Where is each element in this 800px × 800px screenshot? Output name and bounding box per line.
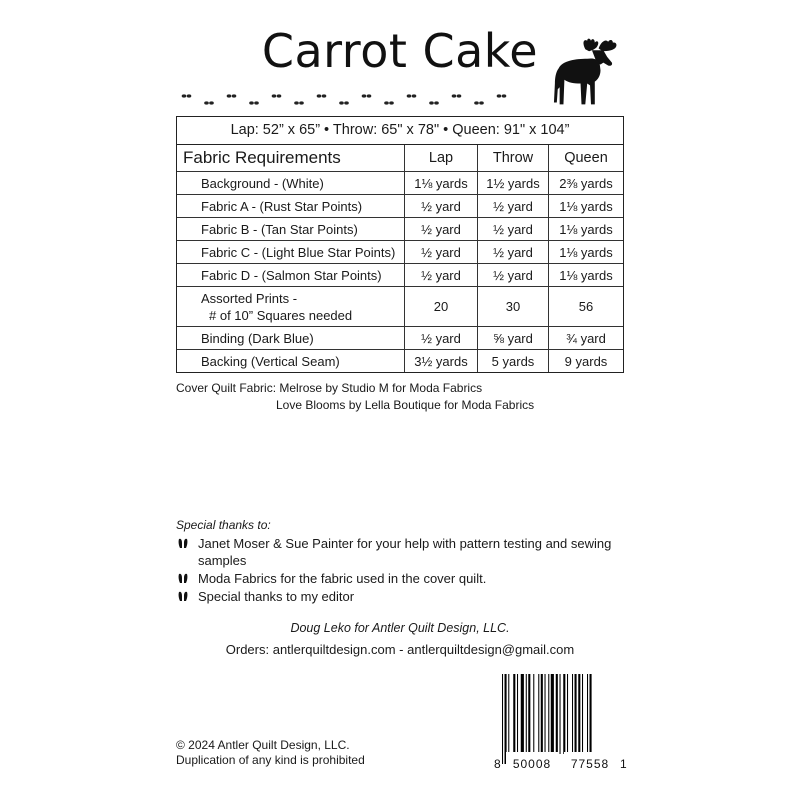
cell-throw: ½ yard — [477, 240, 548, 263]
barcode-bar — [528, 674, 530, 754]
hoof-print-mark — [407, 94, 412, 97]
barcode — [494, 672, 629, 772]
copyright-line2: Duplication of any kind is prohibited — [176, 753, 365, 767]
cell-lap: ½ yard — [404, 240, 477, 263]
barcode-bar — [567, 674, 568, 754]
row-label-fabric-c: Fabric C - (Light Blue Star Points) — [177, 240, 404, 263]
barcode-bar — [517, 674, 518, 754]
hoof-print-mark — [317, 94, 322, 97]
hoof-print-mark — [362, 94, 367, 97]
barcode-bar — [582, 674, 583, 754]
hoof-print-mark — [344, 101, 349, 104]
copyright-line1: © 2024 Antler Quilt Design, LLC. — [176, 738, 350, 752]
hoof-print-mark — [502, 94, 507, 97]
hoof-print-mark — [474, 101, 479, 104]
thanks-text: Moda Fabrics for the fabric used in the cover quilt. — [198, 571, 487, 586]
hoof-print-mark — [182, 94, 187, 97]
barcode-bar — [533, 674, 534, 754]
hoof-print-mark — [187, 94, 192, 97]
cell-throw: ½ yard — [477, 194, 548, 217]
barcode-bar — [545, 674, 546, 754]
cell-lap: 3½ yards — [404, 349, 477, 372]
row-label-line2: # of 10” Squares needed — [209, 307, 353, 323]
hoof-print-mark — [299, 101, 304, 104]
cell-throw: 30 — [477, 286, 548, 326]
cell-lap: ½ yard — [404, 217, 477, 240]
cell-lap: 1⅛ yards — [404, 171, 477, 194]
barcode-bar — [578, 674, 580, 754]
barcode-bar — [502, 674, 503, 764]
hoof-print-mark — [457, 94, 462, 97]
hoof-print-mark — [412, 94, 417, 97]
cover-fabric-credits — [176, 380, 534, 414]
hoof-print-mark — [209, 101, 214, 104]
list-item — [176, 588, 616, 605]
row-label-binding: Binding (Dark Blue) — [177, 326, 404, 349]
hoof-print-icon — [178, 538, 188, 549]
moose-silhouette-icon — [553, 36, 629, 112]
hoof-print-trail-icon — [180, 88, 520, 114]
hoof-print-icon — [178, 573, 188, 584]
hoof-print-mark — [367, 94, 372, 97]
row-label-background: Background - (White) — [177, 171, 404, 194]
row-label-fabric-b: Fabric B - (Tan Star Points) — [177, 217, 404, 240]
hoof-print-mark — [384, 101, 389, 104]
hoof-print-mark — [497, 94, 502, 97]
barcode-bar — [590, 674, 592, 764]
hoof-print-icon — [178, 591, 188, 602]
row-label-backing: Backing (Vertical Seam) — [177, 349, 404, 372]
barcode-bar — [521, 674, 524, 754]
hoof-print-mark — [232, 94, 237, 97]
barcode-digit-left: 8 — [494, 757, 501, 771]
barcode-bar — [505, 674, 507, 764]
column-header-queen: Queen — [548, 145, 623, 171]
barcode-bar — [551, 674, 554, 764]
copyright — [176, 738, 365, 768]
orders-contact: Orders: antlerquiltdesign.com - antlerquiltdesign@gmail.com — [225, 642, 575, 657]
cell-queen: 1⅛ yards — [548, 194, 623, 217]
column-header-lap: Lap — [404, 145, 477, 171]
barcode-bar — [587, 674, 588, 764]
cell-queen: 1⅛ yards — [548, 240, 623, 263]
cell-throw: ½ yard — [477, 217, 548, 240]
barcode-group-1: 50008 — [512, 757, 552, 771]
barcode-bar — [575, 674, 577, 754]
hoof-print-mark — [272, 94, 277, 97]
cell-lap: ½ yard — [404, 194, 477, 217]
cell-lap: ½ yard — [404, 263, 477, 286]
hoof-print-mark — [294, 101, 299, 104]
cell-throw: ⅝ yard — [477, 326, 548, 349]
cell-lap: 20 — [404, 286, 477, 326]
cell-throw: 1½ yards — [477, 171, 548, 194]
pattern-title: Carrot Cake — [261, 24, 539, 78]
barcode-bar — [541, 674, 543, 754]
cell-lap: ½ yard — [404, 326, 477, 349]
cell-throw: 5 yards — [477, 349, 548, 372]
barcode-bar — [548, 674, 549, 764]
cell-queen: 2⅜ yards — [548, 171, 623, 194]
row-label-line1: Assorted Prints - — [201, 290, 298, 306]
quilt-sizes: Lap: 52” x 65” • Throw: 65" x 78" • Queen: 91" x 104” — [177, 117, 623, 145]
cell-queen: ¾ yard — [548, 326, 623, 349]
cell-queen: 1⅛ yards — [548, 263, 623, 286]
special-thanks — [176, 518, 616, 606]
hoof-print-mark — [254, 101, 259, 104]
barcode-bar — [556, 674, 558, 754]
cell-queen: 56 — [548, 286, 623, 326]
hoof-print-mark — [249, 101, 254, 104]
thanks-text: Special thanks to my editor — [198, 589, 355, 604]
barcode-bar — [563, 674, 565, 754]
barcode-group-2: 77558 — [570, 757, 610, 771]
thanks-text: Janet Moser & Sue Painter for your help with pattern testing and sewing samples — [198, 536, 612, 568]
table-heading: Fabric Requirements — [183, 148, 341, 167]
barcode-bar — [513, 674, 515, 754]
row-label-fabric-a: Fabric A - (Rust Star Points) — [177, 194, 404, 217]
cell-throw: ½ yard — [477, 263, 548, 286]
cover-fabric-line2: Love Blooms by Lella Boutique for Moda Fabrics — [276, 398, 535, 412]
barcode-bar — [538, 674, 539, 754]
column-header-throw: Throw — [477, 145, 548, 171]
barcode-digit-right: 1 — [620, 757, 627, 771]
cell-queen: 9 yards — [548, 349, 623, 372]
hoof-print-mark — [322, 94, 327, 97]
list-item — [176, 535, 616, 569]
row-label-fabric-d: Fabric D - (Salmon Star Points) — [177, 263, 404, 286]
hoof-print-mark — [339, 101, 344, 104]
hoof-print-mark — [452, 94, 457, 97]
barcode-bar — [572, 674, 573, 754]
hoof-print-mark — [389, 101, 394, 104]
barcode-bar — [560, 674, 561, 754]
hoof-print-mark — [227, 94, 232, 97]
barcode-bar — [526, 674, 527, 754]
barcode-bar — [508, 674, 509, 754]
hoof-print-mark — [429, 101, 434, 104]
row-label-assorted-prints — [177, 286, 404, 326]
special-thanks-heading: Special thanks to: — [176, 518, 271, 532]
cover-fabric-line1: Cover Quilt Fabric: Melrose by Studio M for Moda Fabrics — [176, 381, 483, 395]
cell-queen: 1⅛ yards — [548, 217, 623, 240]
hoof-print-mark — [479, 101, 484, 104]
hoof-print-mark — [434, 101, 439, 104]
hoof-print-mark — [277, 94, 282, 97]
fabric-requirements-table — [176, 116, 624, 373]
hoof-print-mark — [204, 101, 209, 104]
author-credit: Doug Leko for Antler Quilt Design, LLC. — [290, 621, 510, 635]
list-item — [176, 570, 616, 587]
